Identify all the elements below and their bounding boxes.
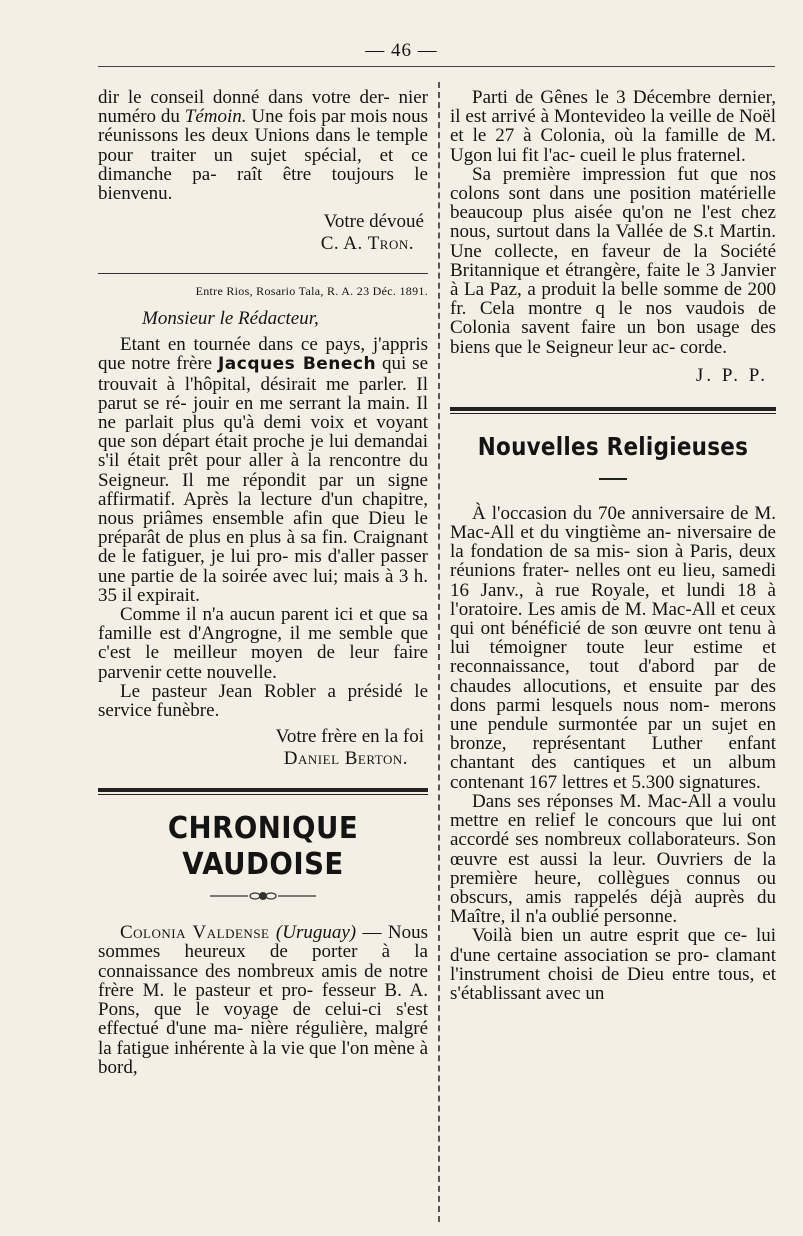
left-column [98, 88, 428, 1077]
place-name-smallcaps: Colonia Valdense [120, 922, 270, 944]
text-run: Etant en tournée dans ce pays, j'appris que notre frère [98, 334, 428, 375]
title-dash [599, 478, 627, 480]
nouvelles-paragraph: À l'occasion du 70e anniversaire de M. Mac-All et du vingtième an- niversaire de la fondation de sa mis- sion à Paris, deux réunions frater- nelles ont eu lieu, samedi 16 Janv., à rue Royale, et lundi 18 à l'oratoire. Les amis de M. Mac-All et ceux qui ont bénéficié de son œuvre ont tenu à lui témoigner toute leur estime et reconnaissance, tout d'abord par de chaudes allocutions, et ensuite par des dons parmi lesquels nous nom- merons une pendule surmontée par un sujet en bronze, représentant Luther enfant chantant des cantiques et un album contenant 167 lettres et 5.300 signatures. [450, 502, 776, 793]
chronique-continued-paragraph: Parti de Gênes le 3 Décembre dernier, il est arrivé à Montevideo la veille de Noël et le 27 à Colonia, où la famille de M. Ugon lui fit l'ac- cueil le plus fraternel. [450, 87, 776, 166]
newspaper-title-italic: Témoin. [184, 106, 247, 128]
column-divider [438, 82, 440, 1222]
ornament-flourish [98, 889, 428, 903]
nouvelles-paragraph: Dans ses réponses M. Mac-All a voulu mettre en relief le concours que lui ont accordé ses nombreux collaborateurs. Son œuvre est aussi la leur. Ouvriers de la première heure, collègues connus ou obscurs, amis rappelés déjà auprès du Maître, il n'a oublié personne. [450, 790, 776, 928]
nouvelles-paragraph: Voilà bien un autre esprit que ce- lui d'une certaine association se pro- clamant l'instrument choisi de Dieu entre tous, et s'établissant avec un [450, 925, 776, 1004]
text-run: Une fois par mois nous réunissons les deux Unions dans le temple pour traiter un sujet spécial, et ce dimanche pa- raît être toujours le bienvenu. [98, 106, 429, 205]
text-run: — Nous sommes heureux de porter à la connaissance des nombreux amis de notre frère M. le pasteur et pro- fesseur B. A. Pons, que le voyage de celui-ci s'est effectué d'une ma- nière régulière, malgré la fatigue inhérente à la vie que l'on mène à bord, [98, 922, 429, 1078]
signature-closing: Votre dévoué [323, 211, 424, 233]
person-name-bold: Jacques Benech [217, 354, 377, 375]
page-number: — 46 — [365, 40, 438, 61]
header-rule [98, 66, 775, 67]
letter-dateline: Entre Rios, Rosario Tala, R. A. 23 Déc. 1891. [195, 284, 428, 299]
chronique-continued-paragraph: Sa première impression fut que nos colons sont dans une position matérielle beaucoup plus aisée qu'on ne l'est chez nous, surtout dans la Vallée de S.t Martin. Une collecte, en faveur de la Société Britannique et étrangère, faite le 3 Janvier à La Paz, a produit la belle somme de 200 fr. Cela montre q le nos vaudois de Colonia savent faire un bon usage des biens que le Seigneur leur ac- corde. [450, 163, 776, 358]
letter-two-paragraph: Comme il n'a aucun parent ici et que sa famille est d'Angrogne, il me semble que c'est le meilleur moyen de leur faire parvenir cette nouvelle. [98, 604, 428, 683]
text-run: qui se trouvait à l'hôpital, désirait me parler. Il parut se ré- jouir en me serrant la main. Il ne parlait plus qu'à demi voix et voyant que son départ était proche je lui demandai s'il était prêt pour aller à la rencontre du Seigneur. Il me répondit par un signe affirmatif. Après la lecture d'un chapitre, nous priâmes ensemble afin que Dieu le préparât de plus en plus à sa fin. Craignant de le fatiguer, je lui pro- mis d'aller passer une partie de la soirée avec lui; mais à 3 h. 35 il expirait. [98, 353, 428, 606]
signature-name: C. A. Tron. [320, 233, 414, 255]
section-rule [98, 273, 428, 274]
signature-closing: Votre frère en la foi [275, 726, 424, 748]
letter-two-paragraph [98, 335, 428, 605]
section-title-nouvelles: Nouvelles Religieuses [477, 431, 749, 461]
section-double-rule [450, 407, 776, 414]
chronique-paragraph [98, 923, 428, 1077]
country-italic: (Uruguay) [275, 922, 357, 944]
author-initials: J. P. P. [695, 364, 768, 386]
text-run: dir le conseil donné dans votre der- nier numéro du [98, 87, 428, 128]
letter-two-paragraph: Le pasteur Jean Robler a présidé le service funèbre. [98, 680, 428, 722]
letter-one-closing-paragraph [98, 88, 428, 203]
section-double-rule [98, 788, 428, 795]
section-title-chronique: CHRONIQUE VAUDOISE [167, 811, 359, 883]
letter-salutation: Monsieur le Rédacteur, [142, 308, 319, 330]
signature-name: Daniel Berton. [283, 748, 408, 770]
right-column [450, 88, 776, 1003]
